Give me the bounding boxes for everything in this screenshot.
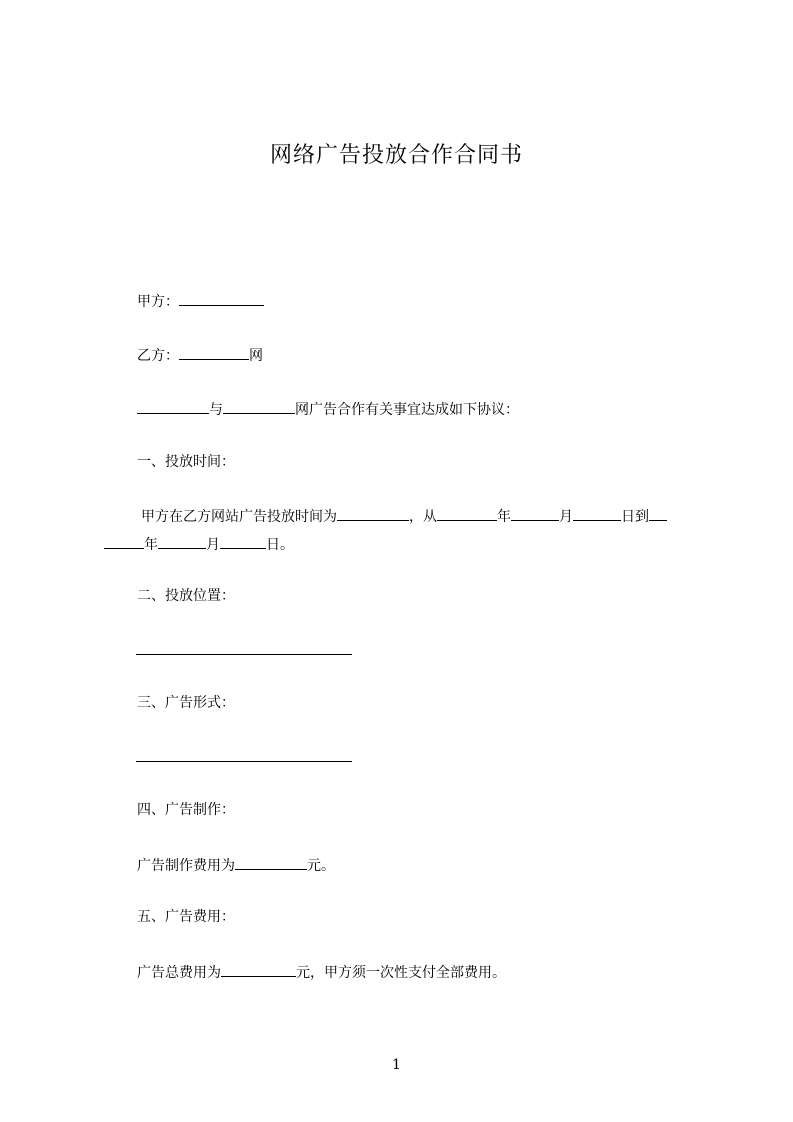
party-b-line xyxy=(137,345,263,365)
s1-start-month-blank[interactable] xyxy=(511,506,559,521)
s1-end-year-blank-start[interactable] xyxy=(649,506,667,521)
intro-and: 与 xyxy=(209,402,223,418)
ad-format-blank[interactable] xyxy=(136,761,352,762)
intro-party-a-blank[interactable] xyxy=(137,399,209,414)
intro-party-b-blank[interactable] xyxy=(223,399,295,414)
s1-text-2: ，从 xyxy=(409,509,437,525)
s5-text-2: 元，甲方须一次性支付全部费用。 xyxy=(296,965,506,981)
section-1-text-line-1 xyxy=(141,506,667,526)
section-2-heading: 二、投放位置： xyxy=(137,588,235,604)
section-5-text xyxy=(137,962,506,982)
s1-month-label: 月 xyxy=(559,509,573,525)
s1-end-year-label: 年 xyxy=(144,537,158,553)
s1-day-to-label: 日到 xyxy=(621,509,649,525)
s4-text-2: 元。 xyxy=(307,858,335,874)
party-b-label: 乙方： xyxy=(137,348,179,364)
s1-year-label: 年 xyxy=(497,509,511,525)
document-title: 网络广告投放合作合同书 xyxy=(269,143,523,168)
placement-blank[interactable] xyxy=(136,654,352,655)
party-b-blank[interactable] xyxy=(179,345,249,360)
page-number: 1 xyxy=(392,1057,401,1073)
party-a-label: 甲方： xyxy=(137,294,179,310)
s1-end-month-blank[interactable] xyxy=(158,534,206,549)
total-fee-blank[interactable] xyxy=(221,962,296,977)
section-4-text xyxy=(137,855,335,875)
s1-end-year-blank-end[interactable] xyxy=(104,534,144,549)
party-b-suffix: 网 xyxy=(249,348,263,364)
intro-line xyxy=(137,399,519,419)
section-1-text-line-2 xyxy=(104,534,294,554)
section-4-heading: 四、广告制作： xyxy=(137,802,235,818)
s1-end-day-blank[interactable] xyxy=(220,534,266,549)
intro-rest: 网广告合作有关事宜达成如下协议： xyxy=(295,402,519,418)
party-a-line xyxy=(137,291,264,311)
s1-start-year-blank[interactable] xyxy=(437,506,497,521)
party-a-blank[interactable] xyxy=(179,291,264,306)
section-5-heading: 五、广告费用： xyxy=(137,909,235,925)
section-3-heading: 三、广告形式： xyxy=(137,695,235,711)
s1-duration-blank[interactable] xyxy=(337,506,409,521)
section-1-heading: 一、投放时间： xyxy=(137,454,235,470)
s1-text-1: 甲方在乙方网站广告投放时间为 xyxy=(141,509,337,525)
s1-end-month-label: 月 xyxy=(206,537,220,553)
s1-end-day-label: 日。 xyxy=(266,537,294,553)
s4-text-1: 广告制作费用为 xyxy=(137,858,235,874)
production-fee-blank[interactable] xyxy=(235,855,307,870)
s1-start-day-blank[interactable] xyxy=(573,506,621,521)
s5-text-1: 广告总费用为 xyxy=(137,965,221,981)
